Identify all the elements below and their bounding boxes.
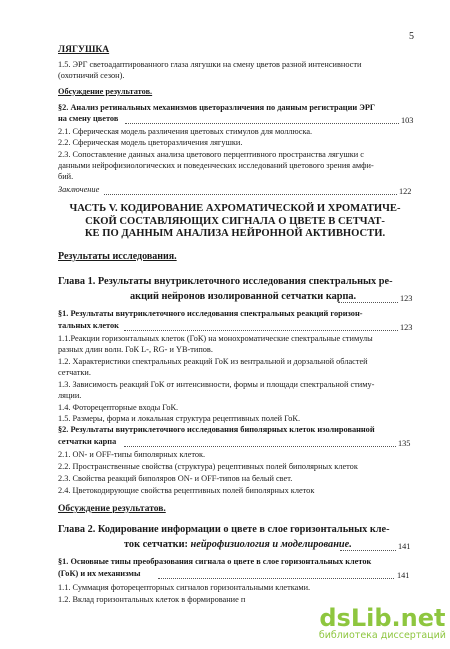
toc-item-1-5: 1.5. Размеры, форма и локальная структура рецептивных полей ГоК. [58,414,301,423]
discussion-heading-2: Обсуждение результатов. [58,504,166,514]
toc-sec2b-page: 135 [398,439,411,448]
toc-item-2b-2: 2.2. Пространственные свойства (структура) рецептивных полей биполярных клеток [58,462,358,471]
toc-sec1-page: 123 [400,323,413,332]
toc-conclusion-page: 122 [399,187,412,196]
toc-conclusion: Заключение [58,185,100,194]
dot-leader [338,302,398,303]
toc-item-2-3-line1: 2.3. Сопоставление данных анализа цветового перцептивного пространства лягушки с [58,150,364,159]
toc-item-2-3-line3: бий. [58,172,74,181]
toc-item-2b-4: 2.4. Цветокодирующие свойства рецептивных полей биполярных клеток [58,486,315,495]
toc-item-1-1-line1: 1.1.Реакции горизонтальных клеток (ГоК) на монохроматические спектральные стимулы [58,334,373,343]
toc-item-1-3-line2: ляции. [58,391,82,400]
dot-leader [158,578,394,579]
results-heading: Результаты исследования. [58,251,177,262]
toc-sec1-line2: тальных клеток [58,321,119,330]
toc-item-2-3-line2: данными нейрофизиологических и поведенческих исследований цветового зрения амфи- [58,161,374,170]
dslib-subtitle: библиотека диссертаций [318,630,446,641]
section-heading-frog: ЛЯГУШКА [58,45,110,55]
dot-leader [340,550,396,551]
toc-item-1-1-line2: разных длин волн. ГоК L-, RG- и YB-типов. [58,345,213,354]
page-number: 5 [409,31,414,42]
chapter-1-page: 123 [400,294,413,303]
toc-sec2-line2: на смену цветов [58,114,119,123]
dot-leader [124,330,398,331]
chapter-1-title-line1: Глава 1. Результаты внутриклеточного исследования спектральных ре- [58,276,393,287]
toc-item-2b-3: 2.3. Свойства реакций биполяров ON- и OFF-типов на белый свет. [58,474,293,483]
discussion-heading-1: Обсуждение результатов. [58,87,153,96]
toc-item-2-1: 2.1. Сферическая модель различения цветовых стимулов для моллюска. [58,127,313,136]
toc-sec2-page: 103 [401,116,414,125]
toc-item-1-2-line2: сетчатки. [58,368,91,377]
toc-item-1-3-line1: 1.3. Зависимость реакций ГоК от интенсивности, формы и площади спектральной стиму- [58,380,375,389]
toc-sec1b-line2: (ГоК) и их механизмы [58,569,141,578]
chapter-1-title-line2: акций нейронов изолированной сетчатки карпа. [130,291,357,302]
toc-sec1b-line1: §1. Основные типы преобразования сигнала о цвете в слое горизонтальных клеток [58,557,372,566]
dslib-watermark [319,604,446,641]
toc-sec2-line1: §2. Анализ ретинальных механизмов цветоразличения по данным регистрации ЭРГ [58,103,376,112]
toc-sec1b-page: 141 [397,571,410,580]
toc-item-1-5-line1: 1.5. ЭРГ светоадаптированного глаза лягушки на смену цветов разной интенсивности [58,60,362,69]
toc-item-1-5-line2: (охотничий сезон). [58,71,125,80]
chapter-2-page: 141 [398,542,411,551]
chapter-2-title-line2: ток сетчатки: нейрофизиология и моделирование. [124,539,352,550]
toc-sec2b-line2: сетчатки карпа [58,437,117,446]
toc-item-1-2-line1: 1.2. Характеристики спектральных реакций ГоК из вентральной и дорзальной областей [58,357,368,366]
toc-item-1b-2: 1.2. Вклад горизонтальных клеток в формирование п [58,595,246,604]
dot-leader [124,446,396,447]
toc-sec2b-line1: §2. Результаты внутриклеточного исследования биполярных клеток изолированной [58,425,375,434]
chapter-2-title-line1: Глава 2. Кодирование информации о цвете в слое горизонтальных кле- [58,524,390,535]
dot-leader [104,194,397,195]
dot-leader [125,123,399,124]
toc-item-1-4: 1.4. Фоторецепторные входы ГоК. [58,403,179,412]
chapter-5-title: ЧАСТЬ V. КОДИРОВАНИЕ АХРОМАТИЧЕСКОЙ И ХРОМАТИЧЕ- СКОЙ СОСТАВЛЯЮЩИХ СИГНАЛА О ЦВЕТЕ В СЕТЧАТ- КЕ ПО ДАННЫМ АНАЛИЗА НЕЙРОННОЙ АКТИВНОСТИ. [69,203,401,239]
toc-item-1b-1: 1.1. Суммация фоторецепторных сигналов горизонтальными клетками. [58,583,311,592]
dslib-logo: dsLib.net [319,604,446,632]
toc-sec1-line1: §1. Результаты внутриклеточного исследования спектральных реакций горизон- [58,309,363,318]
toc-item-2-2: 2.2. Сферическая модель цветоразличения лягушки. [58,138,243,147]
toc-item-2b-1: 2.1. ON- и OFF-типы биполярных клеток. [58,450,206,459]
